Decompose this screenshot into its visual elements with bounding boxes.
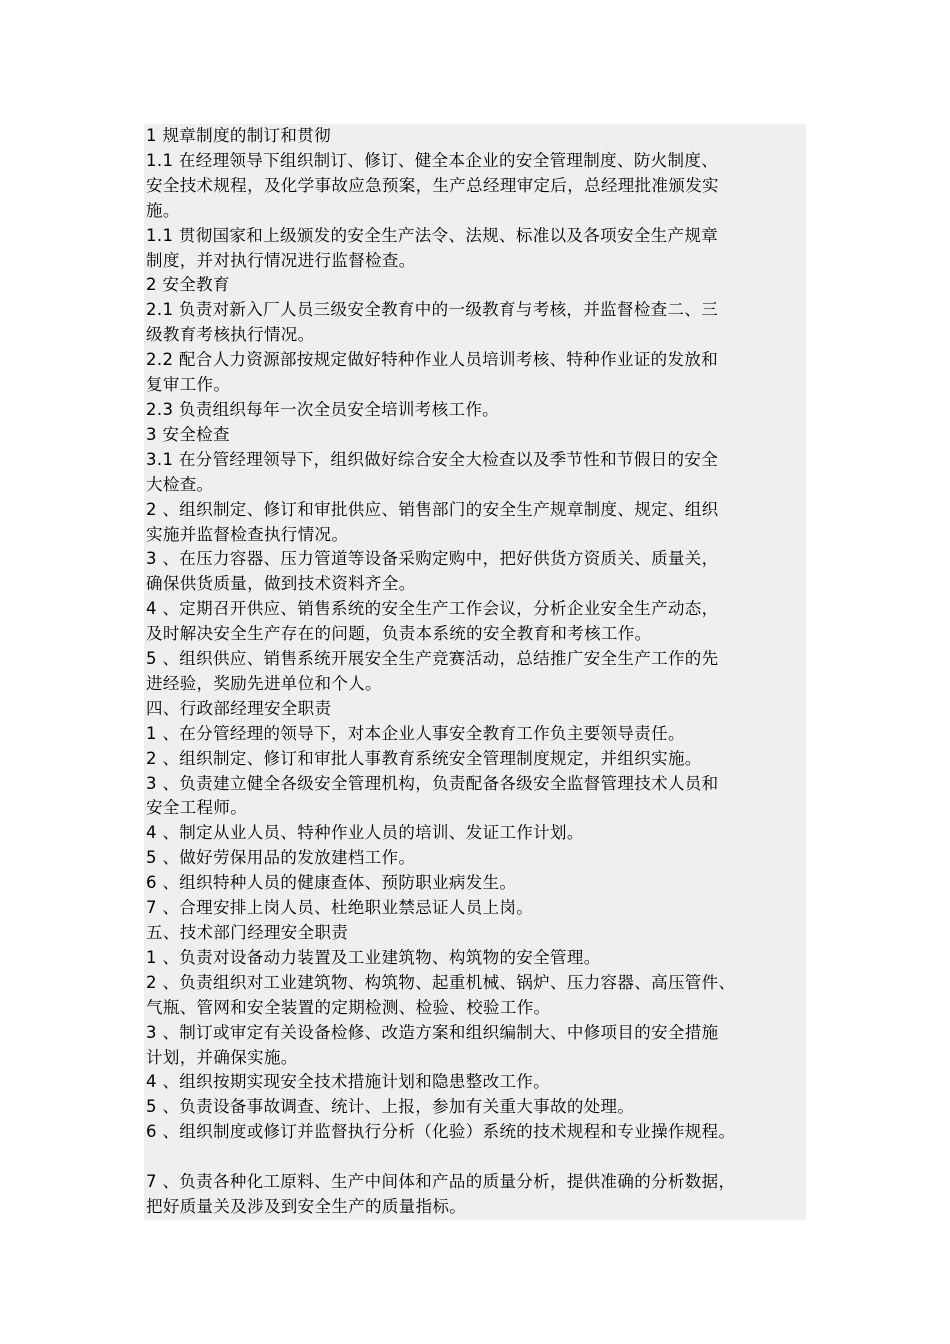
text-line: 1.1 贯彻国家和上级颁发的安全生产法令、法规、标准以及各项安全生产规章 (146, 225, 719, 245)
blank-line (146, 1145, 804, 1170)
text-line: 制度，并对执行情况进行监督检查。 (146, 250, 416, 270)
text-line: 1.1 在经理领导下组织制订、修订、健全本企业的安全管理制度、防火制度、 (146, 150, 719, 170)
text-line: 5 、负责设备事故调查、统计、上报，参加有关重大事故的处理。 (146, 1097, 635, 1117)
text-line: 确保供货质量，做到技术资料齐全。 (146, 574, 416, 594)
text-line: 6 、组织特种人员的健康查体、预防职业病发生。 (146, 873, 517, 893)
text-line: 3.1 在分管经理领导下，组织做好综合安全大检查以及季节性和节假日的安全 (146, 449, 719, 469)
text-line: 1 、负责对设备动力装置及工业建筑物、构筑物的安全管理。 (146, 947, 601, 967)
text-line: 5 、组织供应、销售系统开展安全生产竞赛活动，总结推广安全生产工作的先 (146, 649, 719, 669)
text-line: 安全技术规程，及化学事故应急预案，生产总经理审定后，总经理批准颁发实 (146, 175, 719, 195)
text-line: 5 、做好劳保用品的发放建档工作。 (146, 848, 416, 868)
text-line: 2 、负责组织对工业建筑物、构筑物、起重机械、锅炉、压力容器、高压管件、 (146, 972, 736, 992)
text-line: 2 、组织制定、修订和审批人事教育系统安全管理制度规定，并组织实施。 (146, 748, 702, 768)
text-line: 3 安全检查 (146, 424, 230, 444)
text-line: 7 、合理安排上岗人员、杜绝职业禁忌证人员上岗。 (146, 898, 534, 918)
text-line: 1 、在分管经理的领导下，对本企业人事安全教育工作负主要领导责任。 (146, 723, 685, 743)
text-line: 2.3 负责组织每年一次全员安全培训考核工作。 (146, 399, 500, 419)
text-line: 及时解决安全生产存在的问题，负责本系统的安全教育和考核工作。 (146, 624, 652, 644)
text-line: 2.1 负责对新入厂人员三级安全教育中的一级教育与考核，并监督检查二、三 (146, 300, 719, 320)
text-line: 4 、制定从业人员、特种作业人员的培训、发证工作计划。 (146, 823, 584, 843)
text-line: 实施并监督检查执行情况。 (146, 524, 349, 544)
text-line: 3 、制订或审定有关设备检修、改造方案和组织编制大、中修项目的安全措施 (146, 1022, 719, 1042)
text-line: 3 、负责建立健全各级安全管理机构，负责配备各级安全监督管理技术人员和 (146, 773, 719, 793)
text-line: 气瓶、管网和安全装置的定期检测、检验、校验工作。 (146, 997, 551, 1017)
text-line: 4 、定期召开供应、销售系统的安全生产工作会议，分析企业安全生产动态， (146, 599, 719, 619)
text-line: 把好质量关及涉及到安全生产的质量指标。 (146, 1196, 467, 1216)
text-line: 7 、负责各种化工原料、生产中间体和产品的质量分析，提供准确的分析数据， (146, 1172, 736, 1192)
text-line: 施。 (146, 200, 180, 220)
text-line: 3 、在压力容器、压力管道等设备采购定购中，把好供货方资质关、质量关， (146, 549, 719, 569)
document-body (144, 124, 806, 1220)
text-line: 安全工程师。 (146, 798, 248, 818)
text-line: 2.2 配合人力资源部按规定做好特种作业人员培训考核、特种作业证的发放和 (146, 350, 719, 370)
text-line: 五、技术部门经理安全职责 (146, 923, 349, 942)
text-line: 6 、组织制度或修订并监督执行分析（化验）系统的技术规程和专业操作规程。 (146, 1122, 736, 1142)
text-line: 四、行政部经理安全职责 (146, 698, 332, 718)
text-line: 1 规章制度的制订和贯彻 (146, 126, 331, 145)
text-line: 大检查。 (146, 474, 214, 494)
text-line: 级教育考核执行情况。 (146, 325, 315, 345)
text-line: 4 、组织按期实现安全技术措施计划和隐患整改工作。 (146, 1072, 550, 1092)
text-line: 进经验，奖励先进单位和个人。 (146, 673, 382, 693)
text-line: 计划，并确保实施。 (146, 1047, 298, 1067)
text-line: 2 安全教育 (146, 275, 230, 295)
text-line: 2 、组织制定、修订和审批供应、销售部门的安全生产规章制度、规定、组织 (146, 499, 719, 519)
text-line: 复审工作。 (146, 375, 231, 395)
